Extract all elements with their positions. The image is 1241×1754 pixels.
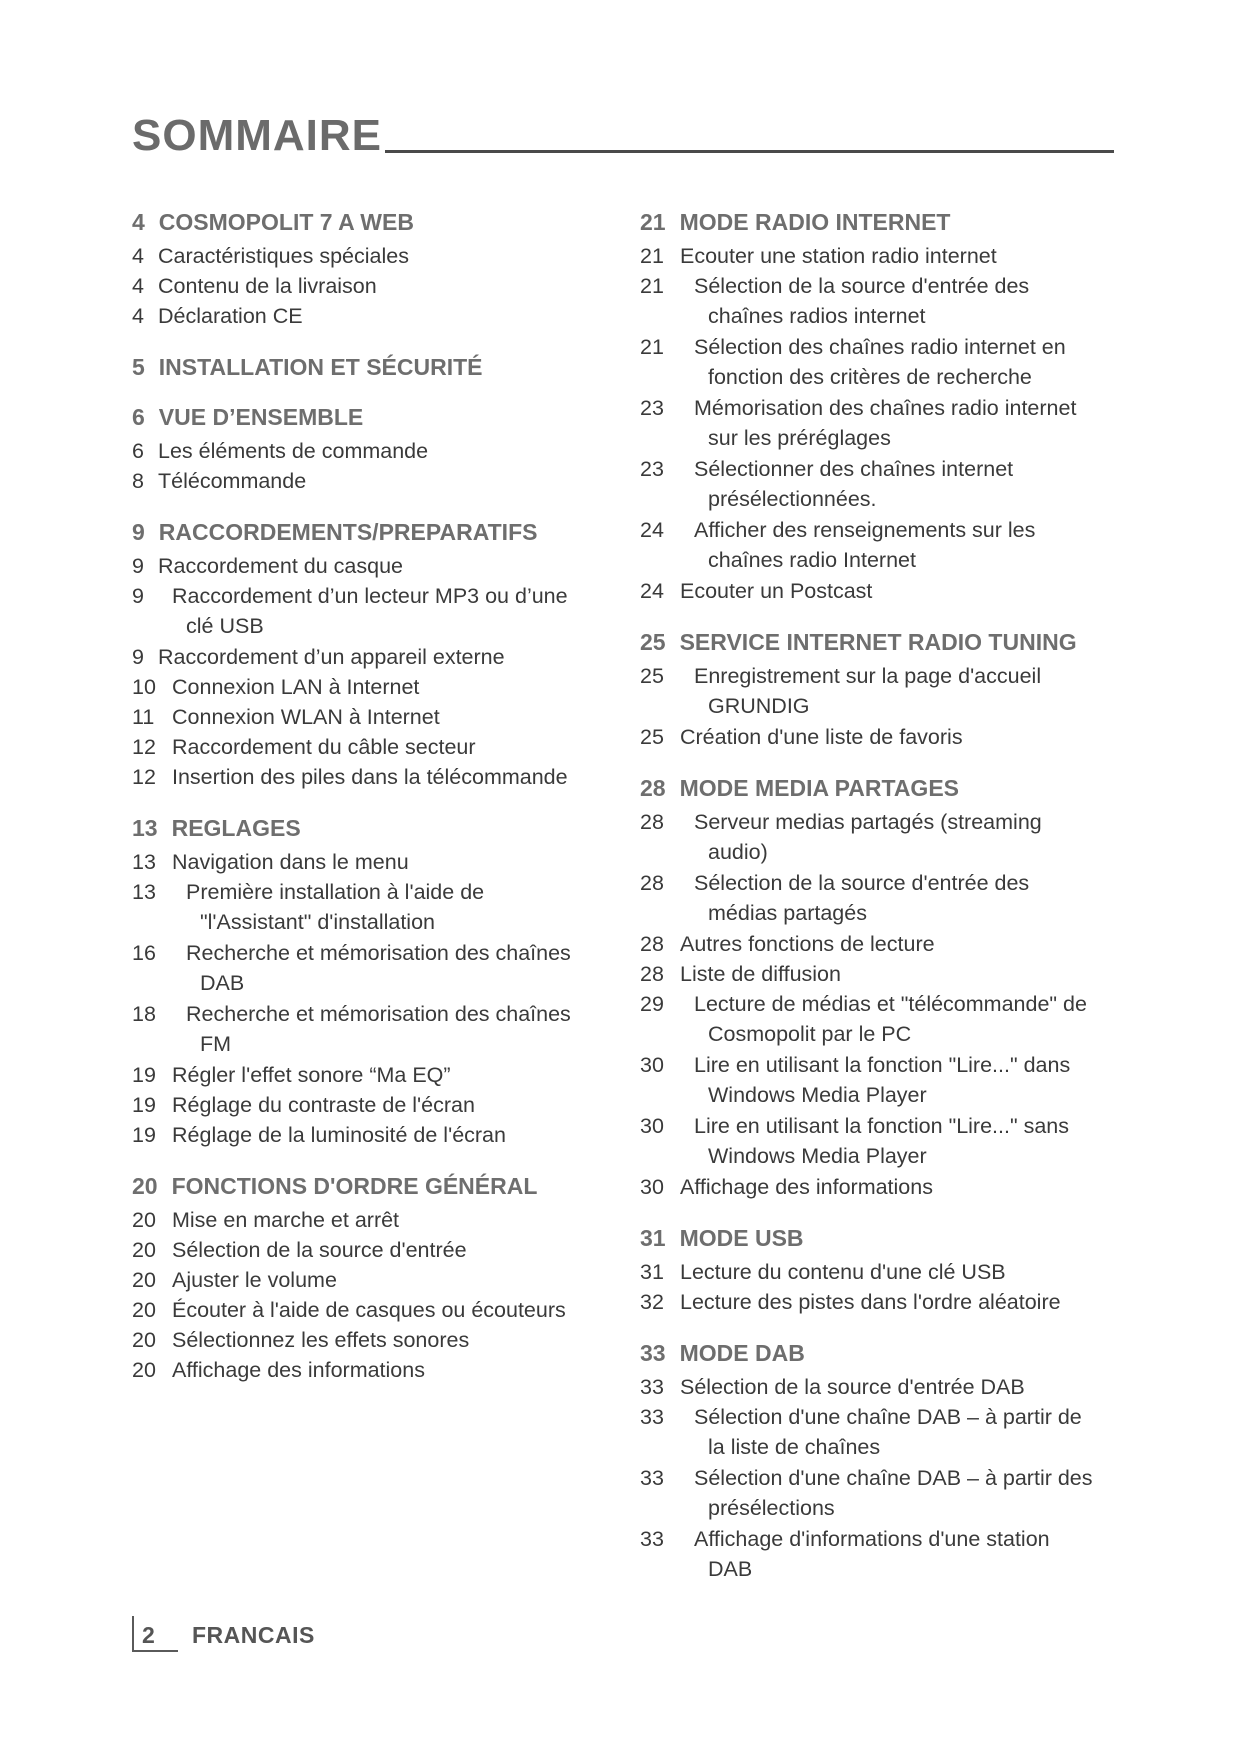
entry-title: [172, 1205, 602, 1235]
toc-entry: [132, 672, 602, 702]
entry-title-continuation: DAB: [708, 1557, 753, 1581]
entry-title: [172, 1355, 602, 1385]
entry-title-line: Première installation à l'aide de: [186, 880, 485, 904]
entry-title: [172, 1325, 602, 1355]
page-header: [132, 112, 1114, 160]
entry-title-line: Recherche et mémorisation des chaînes: [186, 1002, 571, 1026]
entry-title: [680, 241, 1120, 271]
toc-entry: [132, 1205, 602, 1235]
entry-page-number: 24: [640, 518, 664, 542]
entry-title-line: Lire en utilisant la fonction "Lire..." dans: [694, 1053, 1071, 1077]
entry-title-line: Sélection d'une chaîne DAB – à partir de: [694, 1405, 1082, 1429]
entry-title-line: Connexion WLAN à Internet: [172, 705, 440, 729]
toc-section: [640, 628, 1120, 752]
entry-title: [680, 1524, 1120, 1584]
entry-title-line: Mémorisation des chaînes radio internet: [694, 396, 1077, 420]
entry-title-continuation: fonction des critères de recherche: [708, 365, 1032, 389]
entry-page-number: 13: [132, 880, 156, 904]
entry-title-line: Sélection d'une chaîne DAB – à partir des: [694, 1466, 1093, 1490]
entry-title-continuation: Cosmopolit par le PC: [708, 1022, 912, 1046]
section-title: MODE USB: [679, 1225, 804, 1251]
entry-title-line: Sélectionnez les effets sonores: [172, 1328, 470, 1352]
entry-title: [172, 1060, 602, 1090]
toc-entry: [640, 576, 1120, 606]
entry-title-line: Liste de diffusion: [680, 962, 841, 986]
section-heading: [640, 628, 1120, 656]
toc-entry: [640, 1257, 1120, 1287]
entry-page-number: 28: [640, 932, 664, 956]
entry-title-continuation: sur les préréglages: [708, 426, 891, 450]
entry-page-number: 28: [640, 871, 664, 895]
entry-title: [680, 515, 1120, 575]
entry-title-line: Raccordement d’un appareil externe: [158, 645, 505, 669]
entry-title-line: Lire en utilisant la fonction "Lire..." sans: [694, 1114, 1069, 1138]
entry-title-line: Insertion des piles dans la télécommande: [172, 765, 568, 789]
entry-title-continuation: la liste de chaînes: [708, 1435, 881, 1459]
entry-title-line: Lecture du contenu d'une clé USB: [680, 1260, 1006, 1284]
entry-title: [680, 393, 1120, 453]
entry-title-continuation: GRUNDIG: [708, 694, 810, 718]
toc-entry: [132, 436, 602, 466]
toc-right-column: [640, 208, 1120, 1606]
section-title: RACCORDEMENTS/PREPARATIFS: [158, 519, 538, 545]
section-title: FONCTIONS D'ORDRE GÉNÉRAL: [171, 1173, 538, 1199]
entry-page-number: 33: [640, 1527, 664, 1551]
entry-title: [680, 868, 1120, 928]
section-title: COSMOPOLIT 7 A WEB: [158, 209, 414, 235]
entry-title: [172, 999, 602, 1059]
toc-entry: [640, 393, 1120, 453]
entry-title-line: Déclaration CE: [158, 304, 303, 328]
entry-title: [680, 271, 1120, 331]
toc-entry: [640, 332, 1120, 392]
section-title: INSTALLATION ET SÉCURITÉ: [158, 354, 483, 380]
entry-page-number: 18: [132, 1002, 156, 1026]
toc-entry: [640, 989, 1120, 1049]
entry-title-line: Lecture des pistes dans l'ordre aléatoire: [680, 1290, 1061, 1314]
toc-entry: [132, 241, 602, 271]
toc-entry: [132, 1090, 602, 1120]
entry-page-number: 10: [132, 675, 156, 699]
toc-section: [640, 774, 1120, 1202]
entry-title-line: Affichage des informations: [172, 1358, 425, 1382]
entry-title: [158, 301, 602, 331]
section-title: MODE RADIO INTERNET: [679, 209, 951, 235]
entry-title-line: Télécommande: [158, 469, 307, 493]
entry-title-line: Réglage de la luminosité de l'écran: [172, 1123, 506, 1147]
entry-title-line: Sélection de la source d'entrée: [172, 1238, 467, 1262]
entry-page-number: 32: [640, 1290, 664, 1314]
section-heading: [640, 774, 1120, 802]
entry-page-number: 25: [640, 725, 664, 749]
section-page-number: 25: [640, 629, 666, 655]
toc-entry: [132, 551, 602, 581]
section-heading: [132, 208, 602, 236]
entry-page-number: 24: [640, 579, 664, 603]
entry-title-line: Mise en marche et arrêt: [172, 1208, 400, 1232]
entry-title: [158, 551, 602, 581]
toc-entry: [640, 929, 1120, 959]
entry-title-line: Navigation dans le menu: [172, 850, 409, 874]
entry-title-line: Ajuster le volume: [172, 1268, 337, 1292]
section-page-number: 33: [640, 1340, 666, 1366]
entry-page-number: 28: [640, 810, 664, 834]
entry-page-number: 9: [132, 645, 144, 669]
toc-entry: [132, 1265, 602, 1295]
entry-title: [172, 762, 602, 792]
entry-title-line: Les éléments de commande: [158, 439, 429, 463]
toc-entry: [132, 999, 602, 1059]
entry-title: [680, 1050, 1120, 1110]
entry-page-number: 4: [132, 274, 144, 298]
toc-section: [132, 208, 602, 331]
entry-page-number: 12: [132, 765, 156, 789]
toc-entry: [640, 959, 1120, 989]
toc-section: [132, 814, 602, 1150]
entry-title-line: Sélection de la source d'entrée des: [694, 871, 1030, 895]
entry-title: [158, 581, 602, 641]
entry-title-line: Affichage d'informations d'une station: [694, 1527, 1050, 1551]
entry-title-line: Enregistrement sur la page d'accueil: [694, 664, 1042, 688]
toc-entry: [132, 1235, 602, 1265]
entry-title-continuation: clé USB: [186, 614, 264, 638]
toc-entry: [640, 241, 1120, 271]
entry-title-line: Ecouter une station radio internet: [680, 244, 997, 268]
entry-page-number: 21: [640, 274, 664, 298]
entry-title: [680, 1402, 1120, 1462]
toc-entry: [132, 466, 602, 496]
toc-entry: [640, 1287, 1120, 1317]
entry-page-number: 33: [640, 1466, 664, 1490]
section-title: MODE MEDIA PARTAGES: [679, 775, 960, 801]
entry-title: [172, 847, 602, 877]
toc-entry: [640, 1524, 1120, 1584]
toc-section: [132, 403, 602, 496]
entry-page-number: 4: [132, 244, 144, 268]
entry-title: [680, 1257, 1120, 1287]
toc-entry: [132, 732, 602, 762]
toc-entry: [640, 515, 1120, 575]
entry-title: [172, 1295, 602, 1325]
entry-page-number: 16: [132, 941, 156, 965]
entry-page-number: 9: [132, 554, 144, 578]
section-page-number: 20: [132, 1173, 158, 1199]
entry-title-line: Autres fonctions de lecture: [680, 932, 935, 956]
entry-title: [172, 938, 602, 998]
entry-page-number: 19: [132, 1123, 156, 1147]
footer-bar: [132, 1616, 134, 1650]
entry-page-number: 12: [132, 735, 156, 759]
section-title: REGLAGES: [171, 815, 301, 841]
toc-section: [132, 518, 602, 792]
entry-title-line: Ecouter un Postcast: [680, 579, 873, 603]
entry-title: [680, 1172, 1120, 1202]
entry-page-number: 20: [132, 1298, 156, 1322]
entry-title: [680, 1463, 1120, 1523]
entry-page-number: 19: [132, 1093, 156, 1117]
entry-title: [172, 877, 602, 937]
toc-entry: [132, 877, 602, 937]
entry-page-number: 8: [132, 469, 144, 493]
entry-title-continuation: DAB: [200, 971, 245, 995]
entry-title: [680, 807, 1120, 867]
entry-page-number: 19: [132, 1063, 156, 1087]
section-page-number: 6: [132, 404, 145, 430]
section-page-number: 21: [640, 209, 666, 235]
entry-page-number: 21: [640, 244, 664, 268]
entry-title-line: Raccordement du câble secteur: [172, 735, 476, 759]
entry-title: [680, 959, 1120, 989]
entry-page-number: 30: [640, 1114, 664, 1138]
toc-entry: [132, 938, 602, 998]
entry-page-number: 20: [132, 1238, 156, 1262]
entry-title: [680, 1111, 1120, 1171]
entry-title: [172, 702, 602, 732]
page-number: 2: [142, 1622, 155, 1648]
entry-page-number: 20: [132, 1358, 156, 1382]
entry-title: [680, 454, 1120, 514]
toc-entry: [132, 847, 602, 877]
entry-page-number: 9: [132, 584, 144, 608]
page-footer: [132, 1616, 532, 1656]
entry-title: [680, 661, 1120, 721]
entry-page-number: 21: [640, 335, 664, 359]
footer-language: FRANCAIS: [192, 1622, 315, 1648]
section-page-number: 13: [132, 815, 158, 841]
toc-entry: [640, 1402, 1120, 1462]
toc-entry: [640, 722, 1120, 752]
entry-page-number: 20: [132, 1268, 156, 1292]
entry-title: [172, 672, 602, 702]
toc-entry: [132, 642, 602, 672]
entry-page-number: 30: [640, 1053, 664, 1077]
toc-left-column: [132, 208, 602, 1407]
entry-page-number: 13: [132, 850, 156, 874]
entry-title-continuation: chaînes radio Internet: [708, 548, 916, 572]
entry-title-line: Sélection de la source d'entrée des: [694, 274, 1030, 298]
toc-entry: [132, 762, 602, 792]
title-rule: [385, 150, 1114, 153]
entry-title: [680, 722, 1120, 752]
section-heading: [132, 403, 602, 431]
footer-underline: [132, 1650, 178, 1652]
entry-title: [680, 576, 1120, 606]
entry-title: [680, 929, 1120, 959]
entry-title: [680, 1287, 1120, 1317]
toc-entry: [640, 1050, 1120, 1110]
section-title: SERVICE INTERNET RADIO TUNING: [679, 629, 1077, 655]
entry-page-number: 33: [640, 1405, 664, 1429]
toc-entry: [640, 1172, 1120, 1202]
page-title: SOMMAIRE: [132, 111, 382, 160]
section-title: VUE D’ENSEMBLE: [158, 404, 364, 430]
toc-entry: [640, 868, 1120, 928]
toc-entry: [132, 1120, 602, 1150]
entry-page-number: 20: [132, 1328, 156, 1352]
toc-entry: [132, 1355, 602, 1385]
entry-title-line: Serveur medias partagés (streaming: [694, 810, 1042, 834]
entry-title-line: Connexion LAN à Internet: [172, 675, 420, 699]
toc-entry: [132, 1295, 602, 1325]
toc-entry: [640, 661, 1120, 721]
entry-title: [172, 1235, 602, 1265]
entry-title: [172, 1090, 602, 1120]
entry-title-line: Sélectionner des chaînes internet: [694, 457, 1014, 481]
entry-title-line: Lecture de médias et "télécommande" de: [694, 992, 1087, 1016]
section-page-number: 31: [640, 1225, 666, 1251]
entry-title-line: Afficher des renseignements sur les: [694, 518, 1036, 542]
entry-title: [680, 1372, 1120, 1402]
entry-page-number: 6: [132, 439, 144, 463]
entry-title: [172, 1120, 602, 1150]
entry-page-number: 4: [132, 304, 144, 328]
entry-title-continuation: FM: [200, 1032, 232, 1056]
entry-title-line: Création d'une liste de favoris: [680, 725, 963, 749]
toc-entry: [640, 454, 1120, 514]
entry-title-line: Réglage du contraste de l'écran: [172, 1093, 475, 1117]
section-heading: [640, 1224, 1120, 1252]
toc-section: [640, 1339, 1120, 1584]
entry-title: [158, 271, 602, 301]
section-heading: [132, 814, 602, 842]
toc-entry: [132, 301, 602, 331]
toc-entry: [640, 271, 1120, 331]
entry-title: [172, 1265, 602, 1295]
section-heading: [132, 518, 602, 546]
entry-title-continuation: chaînes radios internet: [708, 304, 926, 328]
entry-title-line: Caractéristiques spéciales: [158, 244, 409, 268]
section-page-number: 9: [132, 519, 145, 545]
entry-title-continuation: présélectionnées.: [708, 487, 877, 511]
entry-page-number: 29: [640, 992, 664, 1016]
entry-page-number: 23: [640, 396, 664, 420]
toc-section: [640, 208, 1120, 606]
toc-section: [132, 353, 602, 381]
entry-title: [680, 989, 1120, 1049]
entry-title-line: Régler l'effet sonore “Ma EQ”: [172, 1063, 451, 1087]
toc-entry: [640, 1463, 1120, 1523]
entry-page-number: 31: [640, 1260, 664, 1284]
entry-title-continuation: présélections: [708, 1496, 835, 1520]
toc-entry: [640, 807, 1120, 867]
toc-section: [132, 1172, 602, 1385]
toc-section: [640, 1224, 1120, 1317]
entry-page-number: 23: [640, 457, 664, 481]
entry-title-continuation: médias partagés: [708, 901, 867, 925]
section-heading: [640, 1339, 1120, 1367]
entry-title-line: Sélection de la source d'entrée DAB: [680, 1375, 1025, 1399]
entry-page-number: 28: [640, 962, 664, 986]
toc-entry: [132, 1060, 602, 1090]
entry-title: [158, 436, 602, 466]
toc-entry: [640, 1372, 1120, 1402]
entry-title: [158, 466, 602, 496]
section-title: MODE DAB: [679, 1340, 805, 1366]
toc-entry: [132, 1325, 602, 1355]
section-heading: [132, 1172, 602, 1200]
entry-title-line: Raccordement du casque: [158, 554, 404, 578]
toc-entry: [132, 702, 602, 732]
entry-page-number: 33: [640, 1375, 664, 1399]
section-heading: [132, 353, 602, 381]
entry-title-continuation: "l'Assistant" d'installation: [200, 910, 435, 934]
entry-title-line: Sélection des chaînes radio internet en: [694, 335, 1066, 359]
entry-title-line: Contenu de la livraison: [158, 274, 377, 298]
section-page-number: 28: [640, 775, 666, 801]
toc-entry: [640, 1111, 1120, 1171]
entry-page-number: 20: [132, 1208, 156, 1232]
entry-title-continuation: Windows Media Player: [708, 1083, 927, 1107]
entry-title: [680, 332, 1120, 392]
entry-title-line: Raccordement d’un lecteur MP3 ou d’une: [172, 584, 568, 608]
entry-title: [158, 241, 602, 271]
entry-page-number: 25: [640, 664, 664, 688]
entry-title: [172, 732, 602, 762]
entry-title-line: Écouter à l'aide de casques ou écouteurs: [172, 1298, 566, 1322]
section-heading: [640, 208, 1120, 236]
toc-entry: [132, 581, 602, 641]
entry-title-line: Recherche et mémorisation des chaînes: [186, 941, 571, 965]
entry-page-number: 30: [640, 1175, 664, 1199]
entry-page-number: 11: [132, 705, 155, 729]
entry-title: [158, 642, 602, 672]
entry-title-continuation: Windows Media Player: [708, 1144, 927, 1168]
entry-title-line: Affichage des informations: [680, 1175, 933, 1199]
entry-title-continuation: audio): [708, 840, 768, 864]
toc-entry: [132, 271, 602, 301]
section-page-number: 4: [132, 209, 145, 235]
section-page-number: 5: [132, 354, 145, 380]
